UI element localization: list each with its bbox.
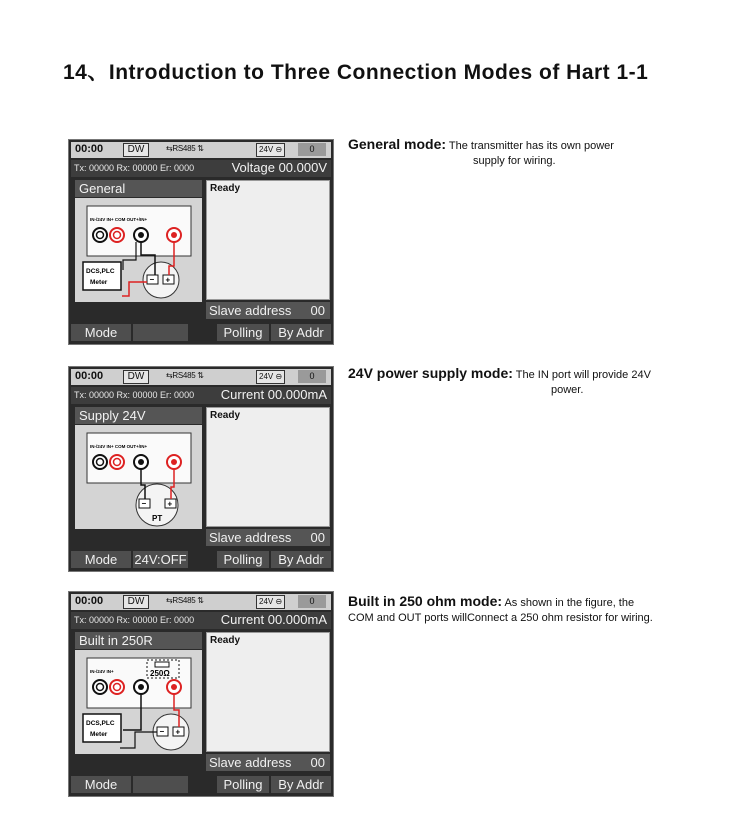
measurement-readout: Current 00.000mA	[220, 387, 327, 402]
counter-bar	[71, 612, 331, 629]
resistor-label: 250Ω	[150, 669, 170, 678]
tx-rx-counters: Tx: 00000 Rx: 00000 Er: 0000	[74, 615, 195, 625]
svg-text:+: +	[175, 727, 181, 737]
desc-heading: 24V power supply mode:	[348, 365, 513, 381]
terminal-labels: IN-/24V IN+	[90, 669, 114, 674]
slave-address-value: 00	[310, 303, 325, 318]
zero-indicator: 0	[298, 370, 326, 383]
svg-text:Meter: Meter	[90, 731, 108, 738]
measurement-readout: Voltage 00.000V	[231, 160, 327, 175]
power-label: 24V	[259, 145, 274, 154]
terminal-in-minus	[93, 228, 107, 242]
slave-address-value: 00	[310, 530, 325, 545]
slave-address-field[interactable]: Slave address 00	[206, 529, 330, 546]
svg-text:Meter: Meter	[90, 279, 108, 286]
tx-rx-counters: Tx: 00000 Rx: 00000 Er: 0000	[74, 163, 195, 173]
measurement-readout: Current 00.000mA	[220, 612, 327, 627]
tx-rx-counters: Tx: 00000 Rx: 00000 Er: 0000	[74, 390, 195, 400]
desc-line-2: COM and OUT ports willConnect a 250 ohm resistor for wiring.	[348, 612, 653, 624]
softkey-polling[interactable]: Polling	[217, 551, 269, 568]
status-bar	[71, 369, 331, 385]
power-label: 24V	[259, 597, 274, 606]
softkey-2[interactable]	[133, 324, 188, 341]
slave-address-value: 00	[310, 755, 325, 770]
desc-general	[348, 137, 728, 169]
svg-text:DCS,PLC: DCS,PLC	[86, 268, 115, 275]
softkey-polling[interactable]: Polling	[217, 324, 269, 341]
desc-heading: General mode:	[348, 136, 447, 152]
terminal-in-minus	[93, 680, 107, 694]
page-title: 14、Introduction to Three Connection Modes of Hart 1-1	[63, 61, 649, 84]
mode-label: Built in 250R	[75, 632, 202, 649]
slave-address-field[interactable]: Slave address 00	[206, 302, 330, 319]
desc-built-in-250r	[348, 594, 728, 626]
svg-text:+: +	[165, 275, 171, 285]
power-24v-badge: 24V ⊖	[256, 370, 285, 384]
power-24v-badge: 24V ⊖	[256, 595, 285, 609]
counter-bar	[71, 160, 331, 177]
wiring-diagram	[75, 425, 202, 529]
terminal-in-plus	[110, 455, 124, 469]
wiring-diagram	[75, 650, 202, 754]
svg-text:−: −	[141, 499, 147, 508]
dw-badge: DW	[123, 370, 149, 384]
softkey-by-addr[interactable]: By Addr	[271, 776, 331, 793]
clock: 00:00	[75, 370, 104, 382]
rs485-label: RS485	[172, 596, 196, 605]
softkey-mode[interactable]: Mode	[71, 776, 131, 793]
usb-rs485-icon: ⇆RS485 ⇅	[166, 144, 204, 153]
mode-label: General	[75, 180, 202, 197]
resistor-icon	[155, 662, 169, 667]
zero-indicator: 0	[298, 143, 326, 156]
clock: 00:00	[75, 143, 104, 155]
power-label: 24V	[259, 372, 274, 381]
terminal-in-plus	[110, 228, 124, 242]
softkey-mode[interactable]: Mode	[71, 324, 131, 341]
zero-indicator: 0	[298, 595, 326, 608]
rs485-label: RS485	[172, 371, 196, 380]
desc-line-1: As shown in the figure, the	[504, 597, 635, 609]
softkey-mode[interactable]: Mode	[71, 551, 131, 568]
svg-text:−: −	[159, 727, 165, 736]
terminal-in-minus	[93, 455, 107, 469]
usb-rs485-icon: ⇆RS485 ⇅	[166, 371, 204, 380]
pt-label: PT	[152, 514, 163, 523]
rs485-label: RS485	[172, 144, 196, 153]
dw-badge: DW	[123, 143, 149, 157]
power-24v-badge: 24V ⊖	[256, 143, 285, 157]
svg-text:+: +	[167, 499, 173, 509]
status-bar	[71, 142, 331, 158]
desc-line-2: supply for wiring.	[473, 155, 556, 167]
wiring-diagram	[75, 198, 202, 302]
desc-heading: Built in 250 ohm mode:	[348, 593, 503, 609]
desc-line-1: The IN port will provide 24V	[515, 369, 651, 381]
terminal-in-plus	[110, 680, 124, 694]
softkey-2[interactable]	[133, 776, 188, 793]
counter-bar	[71, 387, 331, 404]
terminal-labels: IN-/24V IN+ COM OUT+/IN+	[90, 444, 148, 449]
status-bar	[71, 594, 331, 610]
usb-rs485-icon: ⇆RS485 ⇅	[166, 596, 204, 605]
device-screen-built-in-250r	[68, 591, 334, 797]
terminal-labels: IN-/24V IN+ COM OUT+/IN+	[90, 217, 148, 222]
desc-supply-24v	[348, 366, 728, 398]
svg-text:−: −	[149, 275, 155, 284]
clock: 00:00	[75, 595, 104, 607]
status-text-area: Ready	[206, 632, 330, 752]
device-screen-general	[68, 139, 334, 345]
softkey-polling[interactable]: Polling	[217, 776, 269, 793]
device-screen-supply-24v	[68, 366, 334, 572]
mode-label: Supply 24V	[75, 407, 202, 424]
desc-line-1: The transmitter has its own power	[448, 140, 614, 152]
dw-badge: DW	[123, 595, 149, 609]
svg-text:DCS,PLC: DCS,PLC	[86, 720, 115, 727]
softkey-by-addr[interactable]: By Addr	[271, 324, 331, 341]
status-text-area: Ready	[206, 180, 330, 300]
softkey-24v-toggle[interactable]: 24V:OFF	[134, 552, 187, 567]
softkey-by-addr[interactable]: By Addr	[271, 551, 331, 568]
status-text-area: Ready	[206, 407, 330, 527]
slave-address-field[interactable]: Slave address 00	[206, 754, 330, 771]
desc-line-2: power.	[551, 384, 584, 396]
